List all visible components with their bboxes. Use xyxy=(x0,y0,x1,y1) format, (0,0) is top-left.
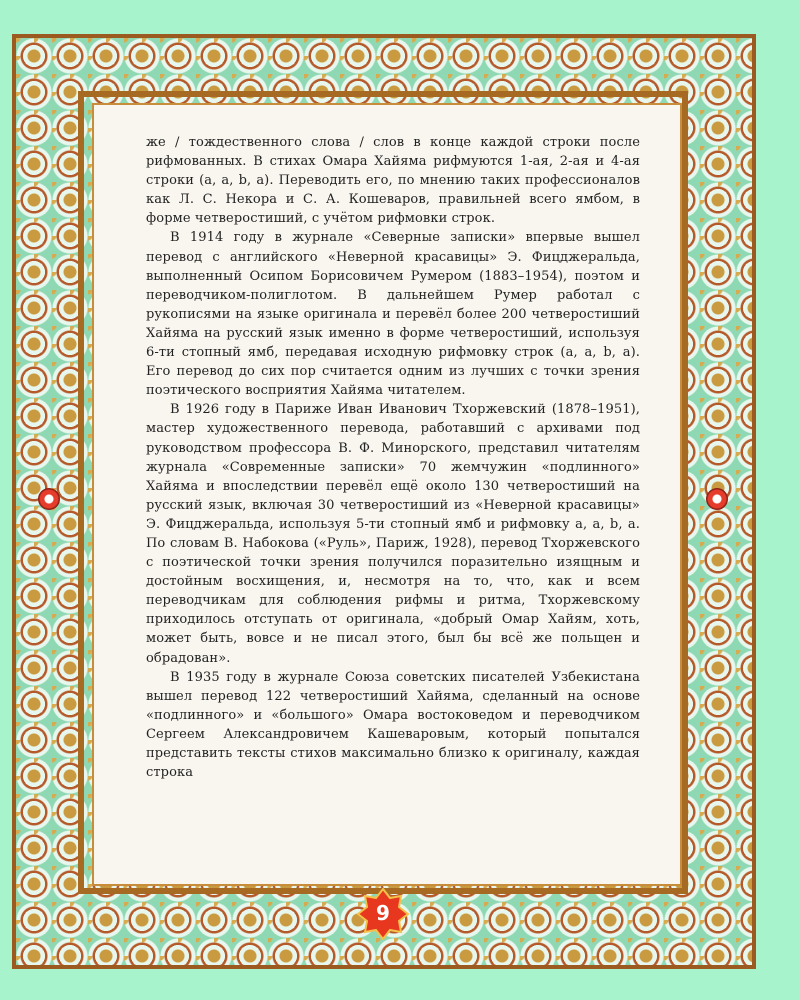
right-medallion-icon xyxy=(706,488,728,510)
paragraph: В 1926 году в Париже Иван Иванович Тхоржевский (1878–1951), мастер художественного перевода, работавший с архивами под руководством профессора В. Ф. Минорского, представил читателям журнала «Современные записки» 70 жемчужин «подлинного» Хайяма и впоследствии перевёл ещё около 130 четверостиший на русский язык, включая 30 четверостиший из «Неверной красавицы» Э. Фицджеральда, используя 5-ти стопный ямб и рифмовку a, a, b, a. По словам В. Набокова («Руль», Париж, 1928), перевод Тхоржевского с поэтической точки зрения получился поразительно изящным и достойным восхищения, и, несмотря на то, что, как и всем переводчикам для соблюдения рифмы и ритма, Тхоржевскому приходилось отступать от оригинала, «добрый Омар Хайям, хоть, может быть, вовсе и не писал этого, был бы всё же польщен и обрадован». xyxy=(146,402,640,666)
paragraph: В 1914 году в журнале «Северные записки» впервые вышел перевод с английского «Неверной красавицы» Э. Фицджеральда, выполненный Осипом Борисовичем Румером (1883–1954), поэтом и переводчиком-полиглотом. В дальнейшем Румер работал с рукописями на языке оригинала и перевёл более 200 четверостиший Хайяма на русский язык именно в форме четверостиший, используя 6-ти стопный ямб, передавая исходную рифмовку строк (a, a, b, a). Его перевод до сих пор считается одним из лучших с точки зрения поэтического восприятия Хайяма читателем. xyxy=(146,230,640,399)
body-text xyxy=(146,133,640,782)
page-number-badge xyxy=(357,888,409,940)
paragraph: В 1935 году в журнале Союза советских писателей Узбекистана вышел перевод 122 четверостиший Хайяма, сделанный на основе «подлинного» и «большого» Омара востоковедом и переводчиком Сергеем Александровичем Кашеваровым, который попытался представить тексты стихов максимально близко к оригиналу, каждая строка xyxy=(146,669,640,781)
left-medallion-icon xyxy=(38,488,60,510)
text-page xyxy=(92,103,682,886)
paragraph: же / тождественного слова / слов в конце каждой строки после рифмованных. В стихах Омара Хайяма рифмуются 1-ая, 2-ая и 4-ая строки (a, a, b, a). Переводить его, по мнению таких профессионалов как Л. С. Некора и С. А. Кошеваров, правильней всего ямбом, в форме четверостиший, с учётом рифмовки строк. xyxy=(146,135,640,227)
page-number: 9 xyxy=(376,901,390,925)
